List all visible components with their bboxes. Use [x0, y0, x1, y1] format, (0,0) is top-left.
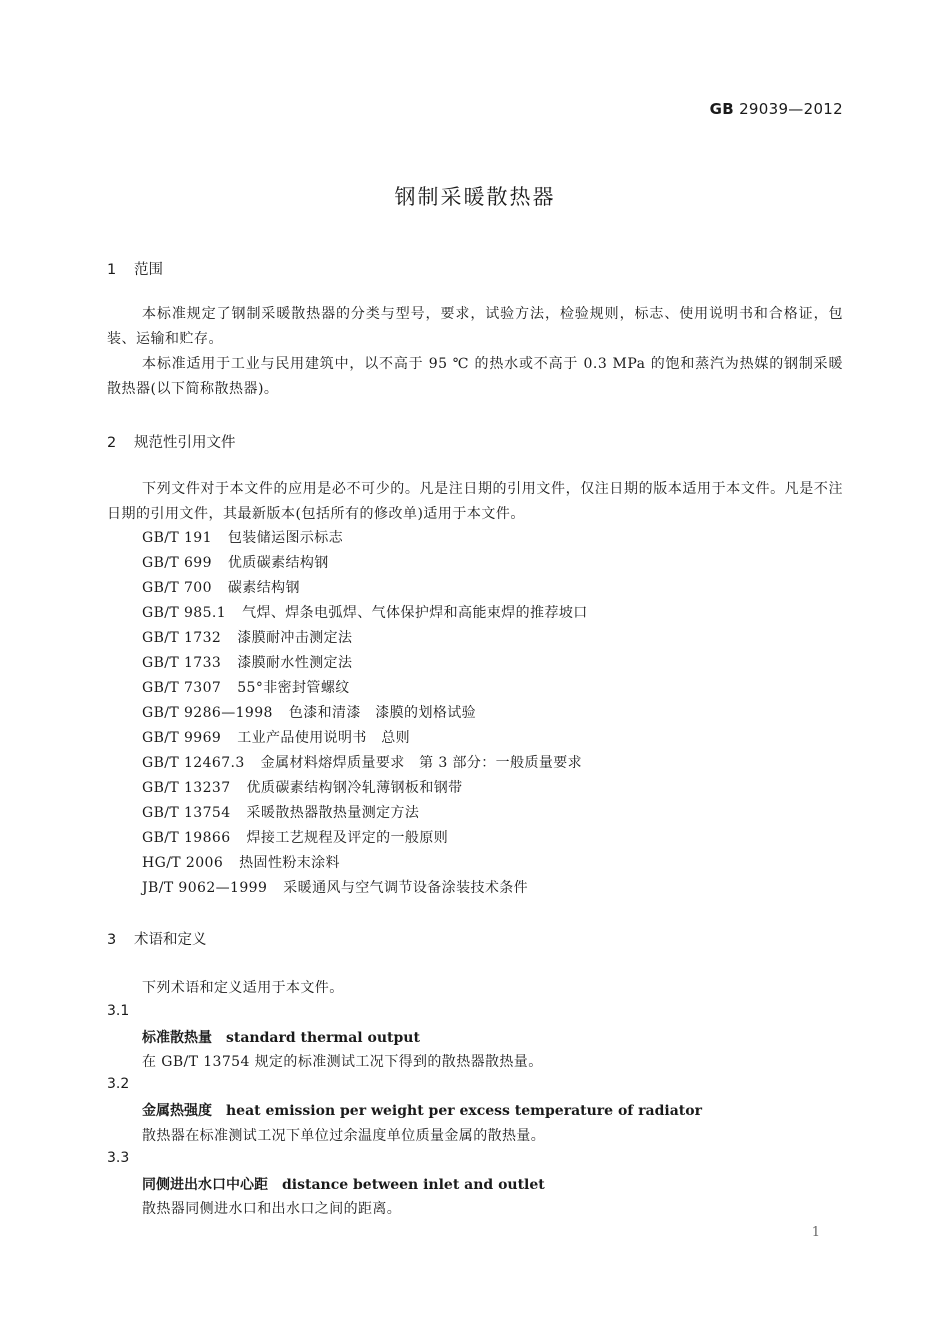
term-definition: 在 GB/T 13754 规定的标准测试工况下得到的散热器散热量。	[142, 1054, 543, 1070]
section-1-heading	[107, 258, 163, 279]
reference-code: GB/T 9969	[142, 730, 222, 746]
term-heading	[142, 1174, 545, 1194]
section-1-body	[107, 302, 843, 402]
section-2-intro	[107, 477, 843, 527]
reference-item	[142, 601, 588, 626]
std-prefix: GB	[709, 100, 735, 118]
reference-title: 焊接工艺规程及评定的一般原则	[246, 830, 449, 846]
reference-title: 漆膜耐水性测定法	[237, 655, 353, 671]
term-number: 3.3	[107, 1150, 130, 1166]
reference-item	[142, 826, 448, 851]
reference-code: HG/T 2006	[142, 855, 224, 871]
term-zh: 同侧进出水口中心距	[142, 1177, 268, 1193]
reference-code: JB/T 9062—1999	[142, 880, 268, 896]
reference-title: 采暖散热器散热量测定方法	[246, 805, 420, 821]
reference-item	[142, 526, 343, 551]
paragraph: 本标准规定了钢制采暖散热器的分类与型号，要求，试验方法，检验规则，标志、使用说明书和合格证，包装、运输和贮存。	[107, 306, 843, 347]
reference-code: GB/T 985.1	[142, 605, 227, 621]
term-en: standard thermal output	[226, 1030, 420, 1046]
reference-item	[142, 726, 410, 751]
reference-item	[142, 676, 350, 701]
reference-code: GB/T 191	[142, 530, 212, 546]
reference-title: 包装储运图示标志	[227, 530, 344, 546]
reference-title: 金属材料熔焊质量要求 第 3 部分：一般质量要求	[260, 755, 583, 771]
reference-item	[142, 876, 528, 901]
page-title: 钢制采暖散热器	[394, 185, 556, 209]
reference-code: GB/T 1733	[142, 655, 222, 671]
reference-code: GB/T 1732	[142, 630, 222, 646]
reference-title: 碳素结构钢	[227, 580, 300, 596]
reference-item	[142, 551, 329, 576]
reference-title: 气焊、焊条电弧焊、气体保护焊和高能束焊的推荐坡口	[242, 605, 588, 621]
term-heading	[142, 1100, 702, 1120]
term-zh: 标准散热量	[142, 1030, 212, 1046]
section-2-heading	[107, 431, 236, 452]
paragraph: 下列文件对于本文件的应用是必不可少的。凡是注日期的引用文件，仅注日期的版本适用于本文件。凡是不注日期的引用文件，其最新版本(包括所有的修改单)适用于本文件。	[107, 481, 843, 522]
reference-item	[142, 801, 419, 826]
term-number: 3.2	[107, 1076, 130, 1092]
reference-code: GB/T 13237	[142, 780, 231, 796]
reference-code: GB/T 699	[142, 555, 212, 571]
section-number: 2	[107, 435, 117, 451]
reference-item	[142, 851, 340, 876]
reference-code: GB/T 7307	[142, 680, 222, 696]
section-number: 3	[107, 932, 117, 948]
section-3-heading	[107, 928, 207, 949]
reference-code: GB/T 12467.3	[142, 755, 245, 771]
section-3-intro: 下列术语和定义适用于本文件。	[142, 980, 344, 996]
reference-title: 色漆和清漆 漆膜的划格试验	[288, 705, 477, 721]
reference-code: GB/T 13754	[142, 805, 231, 821]
reference-item	[142, 701, 476, 726]
document-code	[710, 100, 843, 118]
section-title: 术语和定义	[134, 932, 207, 948]
reference-code: GB/T 700	[142, 580, 212, 596]
reference-title: 热固性粉末涂料	[239, 855, 340, 871]
reference-title: 优质碳素结构钢冷轧薄钢板和钢带	[246, 780, 463, 796]
term-zh: 金属热强度	[142, 1103, 212, 1119]
term-definition: 散热器在标准测试工况下单位过余温度单位质量金属的散热量。	[142, 1128, 546, 1144]
page-number: 1	[811, 1225, 820, 1240]
reference-title: 优质碳素结构钢	[227, 555, 329, 571]
term-definition: 散热器同侧进水口和出水口之间的距离。	[142, 1201, 402, 1217]
reference-code: GB/T 9286—1998	[142, 705, 273, 721]
reference-title: 55°非密封管螺纹	[237, 680, 350, 696]
reference-item	[142, 626, 352, 651]
section-number: 1	[107, 262, 117, 278]
term-heading	[142, 1027, 420, 1047]
section-title: 规范性引用文件	[134, 435, 236, 451]
std-number: 29039—2012	[739, 100, 843, 118]
reference-title: 工业产品使用说明书 总则	[237, 730, 411, 746]
paragraph: 本标准适用于工业与民用建筑中，以不高于 95 ℃ 的热水或不高于 0.3 MPa 的饱和蒸汽为热媒的钢制采暖散热器(以下简称散热器)。	[107, 356, 843, 397]
term-en: distance between inlet and outlet	[282, 1177, 545, 1193]
reference-item	[142, 776, 463, 801]
term-number: 3.1	[107, 1003, 130, 1019]
reference-item	[142, 576, 300, 601]
reference-title: 漆膜耐冲击测定法	[237, 630, 353, 646]
reference-item	[142, 751, 582, 776]
reference-code: GB/T 19866	[142, 830, 231, 846]
reference-title: 采暖通风与空气调节设备涂装技术条件	[283, 880, 529, 896]
reference-item	[142, 651, 352, 676]
term-en: heat emission per weight per excess temperature of radiator	[226, 1103, 702, 1119]
section-title: 范围	[134, 262, 163, 278]
